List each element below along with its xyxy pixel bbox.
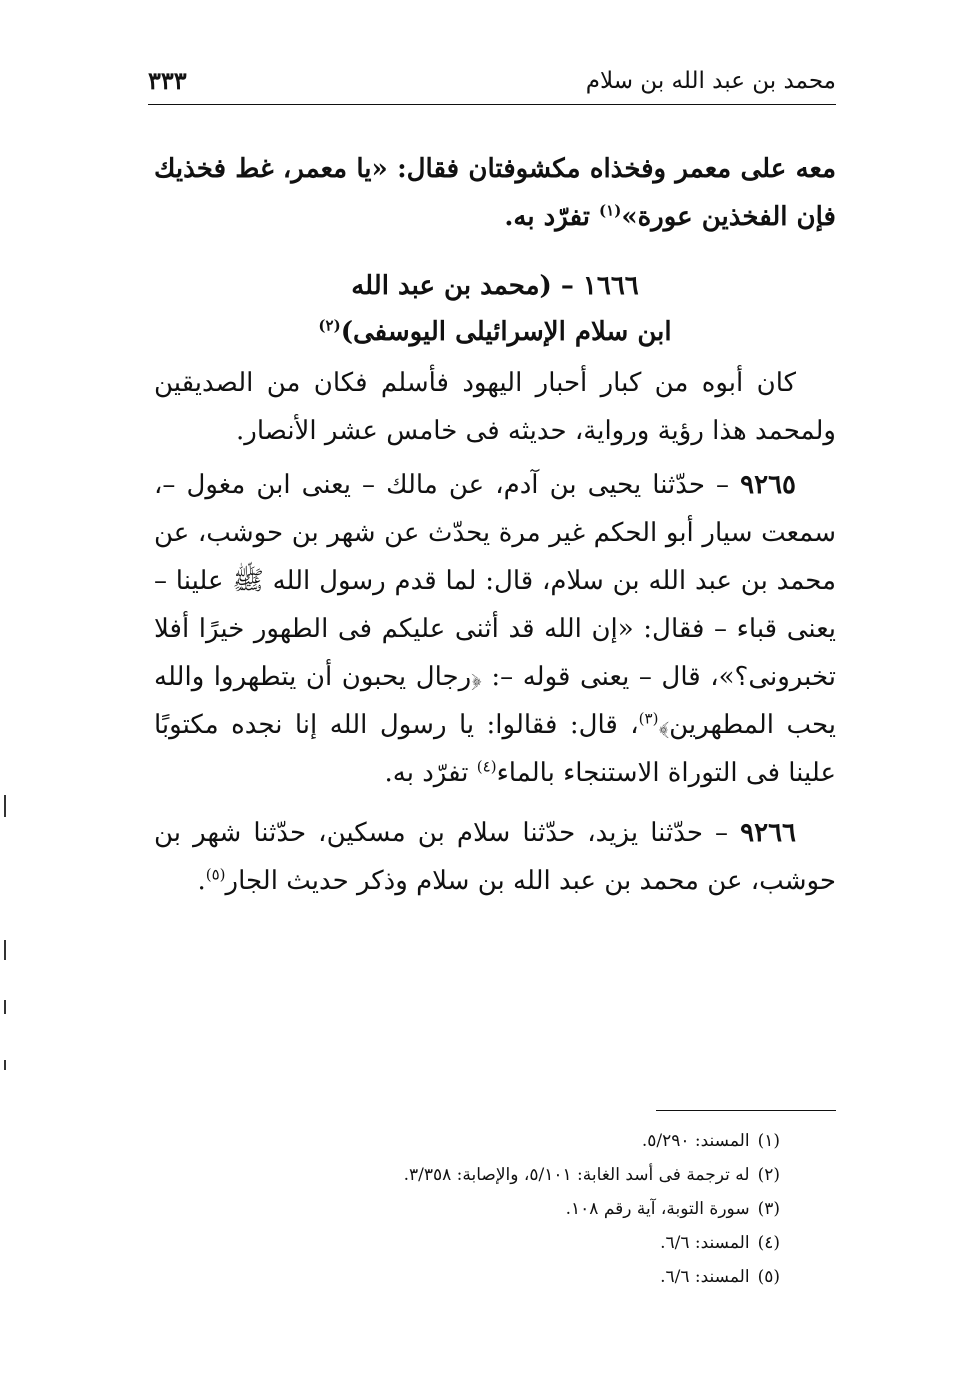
footnote-rule: [656, 1110, 836, 1111]
entry-heading-line2: [154, 309, 836, 355]
footnote-number: (٢): [757, 1165, 780, 1185]
footnote-number: (٣): [757, 1199, 780, 1219]
hadith-number: ٩٢٦٦: [740, 818, 796, 848]
biography-paragraph: كان أبوه من كبار أحبار اليهود فأسلم فكان من الصديقين ولمحمد هذا رؤية ورواية، حديثه فى خامس عشر الأنصار.: [154, 368, 836, 446]
footnote-item: [150, 1192, 780, 1226]
footnote-text: المسند: ٦/٦.: [660, 1267, 750, 1287]
running-title: محمد بن عبد الله بن سلام: [585, 68, 836, 94]
hadith-9265: [154, 461, 836, 797]
hadith-text: – حدّثنا يزيد، حدّثنا سلام بن مسكين، حدّثنا شهر بن حوشب، عن محمد بن عبد الله بن سلام وذكر حديث الجار: [154, 818, 836, 896]
entry-heading-line1: ١٦٦٦ – (محمد بن عبد الله: [351, 271, 639, 301]
hadith-tail: تفرّد به.: [384, 758, 477, 788]
footnote-number: (١): [757, 1131, 780, 1151]
footnotes: [150, 1124, 780, 1294]
entry-heading-line2-text: ابن سلام الإسرائيلى اليوسفى): [340, 317, 672, 347]
footnote-ref: (١): [599, 201, 622, 220]
hadith-text-mid: ، قال: فقالوا: يا رسول الله إنا نجده مكتوبًا علينا فى التوراة الاستنجاء بالماء: [154, 710, 836, 788]
hadith-9266: [154, 809, 836, 905]
spacer: [154, 797, 836, 809]
scan-artifact: [4, 795, 6, 817]
hadith-text: – حدّثنا يحيى بن آدم، عن مالك – يعنى ابن مغول –، سمعت سيار أبو الحكم غير مرة يحدّث عن شهر بن حوشب، عن محمد بن عبد الله بن سلام، قال: لما قدم رسول الله ﷺ علينا – يعنى قباء – فقال: «إن الله قد أثنى عليكم فى الطهور خيرًا أفلا تخبرونى؟»، قال – يعنى قوله –: ﴿رجال يحبون أن يتطهروا والله يحب المطهرين﴾: [154, 470, 836, 740]
scan-artifact: [4, 1000, 6, 1014]
paragraph-text: معه على معمر وفخذاه مكشوفتان فقال: «يا معمر، غط فخذيك فإن الفخذين عورة»: [154, 154, 836, 232]
hadith-tail: .: [197, 866, 206, 896]
footnote-text: المسند: ٥/٢٩٠.: [641, 1131, 750, 1151]
footnote-item: [150, 1226, 780, 1260]
footnote-item: [150, 1260, 780, 1294]
footnote-ref: (٤): [476, 757, 497, 776]
page-number: ٣٣٣: [148, 66, 187, 95]
footnote-ref: (٢): [318, 316, 341, 335]
footnote-ref: (٣): [638, 709, 659, 728]
page-header: [148, 64, 836, 104]
footnote-ref: (٥): [205, 865, 226, 884]
entry-heading: [154, 263, 836, 355]
main-text: [154, 145, 836, 905]
footnote-number: (٤): [757, 1233, 780, 1253]
scan-artifact: [4, 940, 6, 960]
scan-artifact: [4, 1060, 6, 1070]
footnote-text: له ترجمة فى أسد الغابة: ٥/١٠١، والإصابة: ٣/٣٥٨.: [403, 1165, 750, 1185]
footnote-number: (٥): [757, 1267, 780, 1287]
hadith-number: ٩٢٦٥: [740, 470, 796, 500]
header-rule: [148, 104, 836, 105]
paragraph-continuation: [154, 145, 836, 241]
footnote-text: سورة التوبة، آية رقم ١٠٨.: [565, 1199, 750, 1219]
footnote-item: [150, 1158, 780, 1192]
footnote-text: المسند: ٦/٦.: [660, 1233, 750, 1253]
footnote-item: [150, 1124, 780, 1158]
paragraph-tail: تفرّد به.: [504, 202, 600, 232]
